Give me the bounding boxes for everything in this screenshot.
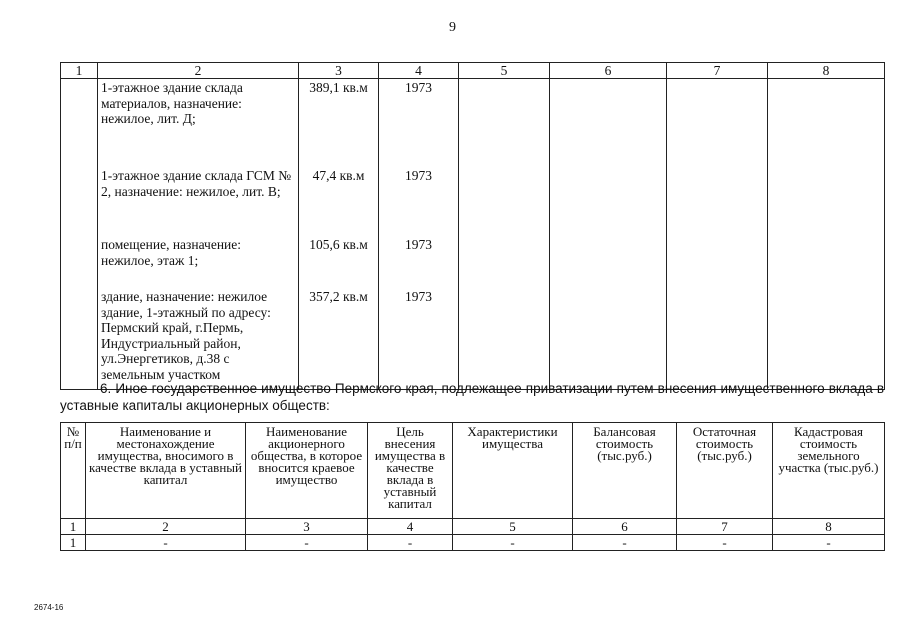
empty-cell <box>550 79 667 390</box>
column-numbers-row <box>61 519 885 535</box>
column-number: 3 <box>246 519 368 535</box>
table-row <box>61 79 885 390</box>
table-cell: - <box>573 535 677 551</box>
header-book-value: Балансовая стоимость (тыс.руб.) <box>573 423 677 519</box>
item-year: 1973 <box>405 80 432 95</box>
item-names-cell <box>98 79 299 390</box>
item-area: 389,1 кв.м <box>309 80 368 95</box>
column-number: 7 <box>667 63 768 79</box>
share-contribution-table <box>60 422 885 551</box>
item-name: 1-этажное здание склада материалов, назначение: нежилое, лит. Д; <box>101 80 243 126</box>
header-residual-value: Остаточная стоимость (тыс.руб.) <box>677 423 773 519</box>
column-number: 5 <box>459 63 550 79</box>
table-header-row <box>61 423 885 519</box>
header-property-name: Наименование и местонахождение имущества, вносимого в качестве вклада в уставный капитал <box>86 423 246 519</box>
item-name: помещение, назначение: нежилое, этаж 1; <box>101 237 242 268</box>
item-name: здание, назначение: нежилое здание, 1-этажный по адресу: Пермский край, г.Пермь, Индустриальный район, ул.Энергетиков, д.38 с земельным участком <box>101 289 271 382</box>
header-characteristics: Характеристики имущества <box>453 423 573 519</box>
section-6-paragraph: 6. Иное государственное имущество Пермского края, подлежащее приватизации путем внесения имущественного вклада в уставные капиталы акционерных обществ: <box>60 381 884 413</box>
header-cadastral-value: Кадастровая стоимость земельного участка (тыс.руб.) <box>773 423 885 519</box>
item-year: 1973 <box>405 168 432 183</box>
page-number: 9 <box>449 20 456 35</box>
item-year: 1973 <box>405 237 432 252</box>
property-table-continued <box>60 62 885 390</box>
table-cell: - <box>773 535 885 551</box>
item-name: 1-этажное здание склада ГСМ № 2, назначение: нежилое, лит. В; <box>101 168 292 199</box>
header-purpose: Цель внесения имущества в качестве вклада в уставный капитал <box>368 423 453 519</box>
column-number: 2 <box>86 519 246 535</box>
item-years-cell <box>379 79 459 390</box>
table-cell: - <box>453 535 573 551</box>
table-cell: - <box>86 535 246 551</box>
table-cell: - <box>677 535 773 551</box>
table-header-row <box>61 63 885 79</box>
column-number: 6 <box>550 63 667 79</box>
item-area: 357,2 кв.м <box>309 289 368 304</box>
empty-cell <box>768 79 885 390</box>
item-year: 1973 <box>405 289 432 304</box>
empty-cell <box>459 79 550 390</box>
empty-cell <box>61 79 98 390</box>
column-number: 4 <box>379 63 459 79</box>
column-number: 2 <box>98 63 299 79</box>
column-number: 8 <box>768 63 885 79</box>
column-number: 5 <box>453 519 573 535</box>
header-number: № п/п <box>61 423 86 519</box>
empty-cell <box>667 79 768 390</box>
table-cell: - <box>246 535 368 551</box>
column-number: 3 <box>299 63 379 79</box>
column-number: 8 <box>773 519 885 535</box>
column-number: 4 <box>368 519 453 535</box>
header-company-name: Наименование акционерного общества, в которое вносится краевое имущество <box>246 423 368 519</box>
item-areas-cell <box>299 79 379 390</box>
table-row <box>61 535 885 551</box>
column-number: 7 <box>677 519 773 535</box>
table-cell: - <box>368 535 453 551</box>
column-number: 1 <box>61 519 86 535</box>
document-code: 2674-16 <box>34 603 64 612</box>
item-area: 105,6 кв.м <box>309 237 368 252</box>
column-number: 1 <box>61 63 98 79</box>
column-number: 6 <box>573 519 677 535</box>
row-number: 1 <box>61 535 86 551</box>
item-area: 47,4 кв.м <box>312 168 365 183</box>
